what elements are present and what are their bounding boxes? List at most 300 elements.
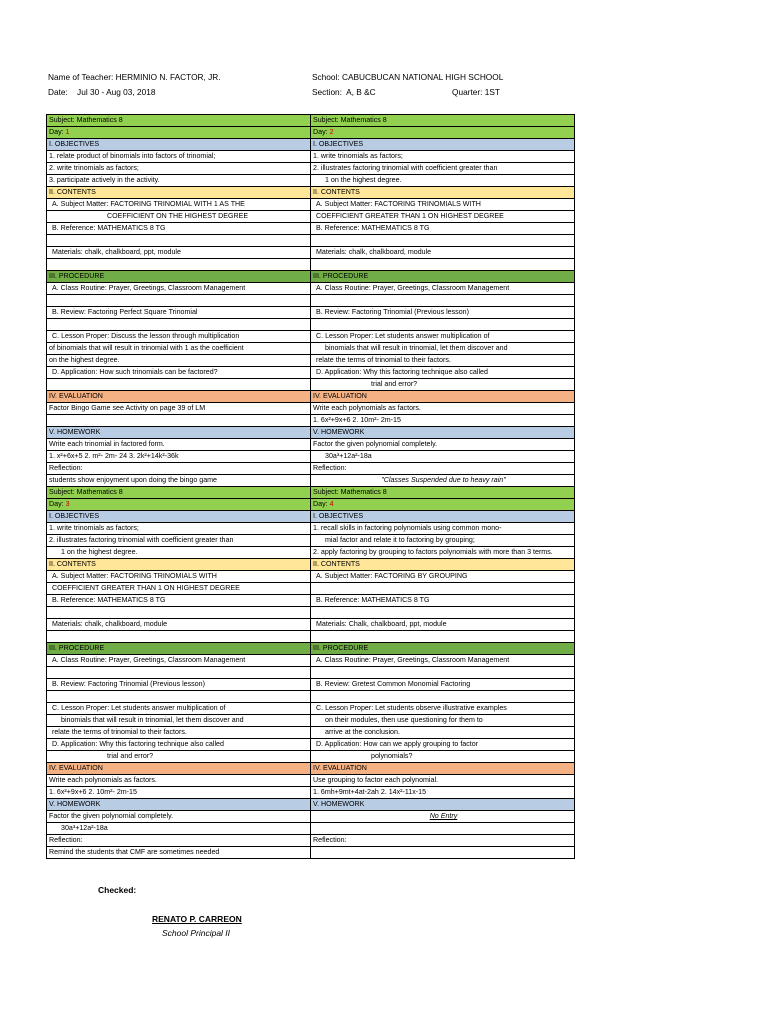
cell-text: Reflection: (313, 464, 347, 472)
cell-text: binomials that will result in trinomial, let them discover and (325, 344, 508, 352)
left-cell (47, 403, 311, 415)
table-row (47, 523, 575, 535)
cell-text: Write each polynomials as factors. (49, 776, 157, 784)
cell-text: Factor the given polynomial completely. (313, 440, 438, 448)
right-cell (311, 499, 575, 511)
right-cell (311, 439, 575, 451)
right-cell (311, 655, 575, 667)
left-cell (47, 583, 311, 595)
cell-text: relate the terms of trinomial to their factors. (52, 728, 187, 736)
right-cell (311, 511, 575, 523)
cell-text: D. Application: How such trinomials can be factored? (52, 368, 218, 376)
right-cell (311, 739, 575, 751)
right-cell (311, 631, 575, 643)
right-cell (311, 571, 575, 583)
day-number: 4 (329, 500, 334, 508)
right-cell (311, 163, 575, 175)
right-cell (311, 475, 575, 487)
cell-text: 2. illustrates factoring trinomial with coefficient greater than (49, 536, 234, 544)
left-cell (47, 559, 311, 571)
cell-text: D. Application: Why this factoring technique also called (52, 740, 224, 748)
left-cell (47, 259, 311, 271)
table-row (47, 247, 575, 259)
left-cell (47, 235, 311, 247)
cell-text: II. CONTENTS (49, 188, 96, 196)
table-row (47, 163, 575, 175)
cell-text: on their modules, then use questioning for them to (325, 716, 483, 724)
table-row (47, 427, 575, 439)
table-row (47, 127, 575, 139)
lesson-log-table (46, 114, 575, 859)
cell-text: C. Lesson Proper: Let students observe illustrative examples (316, 704, 507, 712)
left-cell (47, 295, 311, 307)
cell-text: Day: (313, 500, 330, 508)
cell-text: A. Class Routine: Prayer, Greetings, Classroom Management (316, 284, 510, 292)
left-cell (47, 487, 311, 499)
left-cell (47, 427, 311, 439)
cell-text: V. HOMEWORK (313, 800, 365, 808)
table-row (47, 535, 575, 547)
table-row (47, 619, 575, 631)
table-row (47, 211, 575, 223)
cell-text: trial and error? (371, 380, 418, 388)
right-cell (311, 835, 575, 847)
left-cell (47, 451, 311, 463)
cell-text: of binomials that will result in trinomial with 1 as the coefficient (49, 344, 244, 352)
right-cell (311, 247, 575, 259)
right-cell (311, 403, 575, 415)
left-cell (47, 691, 311, 703)
cell-text: 3. participate actively in the activity. (49, 176, 160, 184)
table-row (47, 763, 575, 775)
right-cell (311, 703, 575, 715)
cell-text: binomials that will result in trinomial, let them discover and (61, 716, 244, 724)
table-row (47, 727, 575, 739)
left-cell (47, 379, 311, 391)
cell-text: B. Review: Gretest Common Monomial Factoring (316, 680, 471, 688)
cell-text: III. PROCEDURE (49, 272, 105, 280)
right-cell (311, 415, 575, 427)
cell-text: A. Class Routine: Prayer, Greetings, Classroom Management (52, 656, 246, 664)
left-cell (47, 163, 311, 175)
right-cell (311, 127, 575, 139)
cell-text: III. PROCEDURE (49, 644, 105, 652)
table-row (47, 547, 575, 559)
left-cell (47, 499, 311, 511)
left-cell (47, 763, 311, 775)
right-cell (311, 367, 575, 379)
table-row (47, 607, 575, 619)
cell-text: 1. recall skills in factoring polynomials using common mono- (313, 524, 502, 532)
right-cell (311, 379, 575, 391)
table-row (47, 187, 575, 199)
cell-text: 30a³+12a²-18a (61, 824, 108, 832)
left-cell (47, 115, 311, 127)
cell-text: I. OBJECTIVES (313, 140, 364, 148)
cell-text: Factor Bingo Game see Activity on page 39 of LM (49, 404, 206, 412)
cell-text: students show enjoyment upon doing the bingo game (49, 476, 218, 484)
table-row (47, 643, 575, 655)
right-cell (311, 463, 575, 475)
cell-text: A. Subject Matter: FACTORING BY GROUPING (316, 572, 468, 580)
right-cell (311, 151, 575, 163)
cell-text: C. Lesson Proper: Let students answer multiplication of (52, 704, 226, 712)
table-row (47, 847, 575, 859)
right-cell (311, 751, 575, 763)
table-row (47, 379, 575, 391)
left-cell (47, 799, 311, 811)
cell-text: 1. write trinomials as factors; (49, 524, 139, 532)
table-row (47, 391, 575, 403)
left-cell (47, 727, 311, 739)
checked-label: Checked: (98, 885, 137, 895)
left-cell (47, 187, 311, 199)
cell-text: Materials: chalk, chalkboard, module (316, 248, 432, 256)
right-cell (311, 523, 575, 535)
left-cell (47, 127, 311, 139)
right-cell (311, 847, 575, 859)
cell-text: Subject: Mathematics 8 (313, 116, 387, 124)
table-row (47, 667, 575, 679)
cell-text: polynomials? (371, 752, 413, 760)
cell-text: 1. relate product of binomials into factors of trinomial; (49, 152, 216, 160)
table-row (47, 283, 575, 295)
table-row (47, 415, 575, 427)
left-cell (47, 511, 311, 523)
right-cell (311, 451, 575, 463)
cell-text: II. CONTENTS (313, 560, 360, 568)
left-cell (47, 331, 311, 343)
cell-text: Reflection: (49, 464, 83, 472)
right-cell (311, 811, 575, 823)
left-cell (47, 595, 311, 607)
table-row (47, 715, 575, 727)
cell-text: D. Application: How can we apply grouping to factor (316, 740, 479, 748)
table-row (47, 631, 575, 643)
cell-text: mial factor and relate it to factoring by grouping; (325, 536, 475, 544)
cell-text: IV. EVALUATION (313, 392, 367, 400)
table-row (47, 499, 575, 511)
school-name: School: CABUCBUCAN NATIONAL HIGH SCHOOL (312, 72, 504, 82)
table-row (47, 307, 575, 319)
cell-text: Materials: chalk, chalkboard, ppt, module (52, 248, 181, 256)
cell-text: 2. write trinomials as factors; (49, 164, 139, 172)
table-row (47, 115, 575, 127)
left-cell (47, 307, 311, 319)
cell-text: Day: (313, 128, 330, 136)
cell-text: 2. apply factoring by grouping to factors polynomials with more than 3 terms. (313, 548, 553, 556)
left-cell (47, 787, 311, 799)
cell-text: Factor the given polynomial completely. (49, 812, 174, 820)
left-cell (47, 283, 311, 295)
cell-text: B. Review: Factoring Trinomial (Previous lesson) (52, 680, 205, 688)
table-row (47, 451, 575, 463)
teacher-name: Name of Teacher: HERMINIO N. FACTOR, JR. (48, 72, 221, 82)
cell-text: Reflection: (313, 836, 347, 844)
cell-text: on the highest degree. (49, 356, 120, 364)
cell-text: A. Class Routine: Prayer, Greetings, Classroom Management (316, 656, 510, 664)
left-cell (47, 547, 311, 559)
cell-text: A. Subject Matter: FACTORING TRINOMIAL WITH 1 AS THE (52, 200, 245, 208)
right-cell (311, 343, 575, 355)
cell-text: relate the terms of trinomial to their factors. (316, 356, 451, 364)
cell-text: B. Review: Factoring Trinomial (Previous lesson) (316, 308, 469, 316)
left-cell (47, 343, 311, 355)
table-row (47, 235, 575, 247)
table-row (47, 151, 575, 163)
table-row (47, 223, 575, 235)
cell-text: Write each polynomials as factors. (313, 404, 421, 412)
section: Section: A, B &C (312, 87, 376, 97)
right-cell (311, 763, 575, 775)
right-cell (311, 319, 575, 331)
left-cell (47, 775, 311, 787)
cell-text: Subject: Mathematics 8 (313, 488, 387, 496)
left-cell (47, 139, 311, 151)
cell-text: IV. EVALUATION (49, 392, 103, 400)
right-cell (311, 727, 575, 739)
left-cell (47, 847, 311, 859)
day-number: 3 (65, 500, 70, 508)
cell-text: Day: (49, 500, 66, 508)
cell-text: IV. EVALUATION (49, 764, 103, 772)
table-row (47, 823, 575, 835)
cell-text: Day: (49, 128, 66, 136)
left-cell (47, 823, 311, 835)
right-cell (311, 391, 575, 403)
cell-text: B. Reference: MATHEMATICS 8 TG (52, 596, 166, 604)
right-cell (311, 667, 575, 679)
cell-text: B. Review: Factoring Perfect Square Trinomial (52, 308, 198, 316)
cell-text: B. Reference: MATHEMATICS 8 TG (52, 224, 166, 232)
cell-text: COEFFICIENT ON THE HIGHEST DEGREE (107, 212, 249, 220)
table-row (47, 559, 575, 571)
right-cell (311, 187, 575, 199)
table-row (47, 463, 575, 475)
left-cell (47, 631, 311, 643)
cell-text: A. Subject Matter: FACTORING TRINOMIALS WITH (52, 572, 217, 580)
table-row (47, 595, 575, 607)
right-cell (311, 115, 575, 127)
cell-text: 1. 6mh+9mt+4at-2ah 2. 14x²-11x-15 (313, 788, 427, 796)
cell-text: 1. x²+6x+5 2. m²- 2m- 24 3. 2k²+14k²-36k (49, 452, 179, 460)
table-row (47, 787, 575, 799)
principal-title: School Principal II (162, 928, 231, 938)
cell-text: "Classes Suspended due to heavy rain" (381, 476, 506, 484)
left-cell (47, 679, 311, 691)
right-cell (311, 775, 575, 787)
table-row (47, 331, 575, 343)
cell-text: III. PROCEDURE (313, 272, 369, 280)
left-cell (47, 535, 311, 547)
cell-text: 1 on the highest degree. (61, 548, 138, 556)
right-cell (311, 691, 575, 703)
cell-text: A. Class Routine: Prayer, Greetings, Classroom Management (52, 284, 246, 292)
table-row (47, 511, 575, 523)
cell-text: COEFFICIENT GREATER THAN 1 ON HIGHEST DEGREE (316, 212, 504, 220)
right-cell (311, 259, 575, 271)
cell-text: B. Reference: MATHEMATICS 8 TG (316, 596, 430, 604)
table-row (47, 703, 575, 715)
table-row (47, 403, 575, 415)
table-row (47, 319, 575, 331)
left-cell (47, 811, 311, 823)
table-row (47, 367, 575, 379)
cell-text: 30a³+12a²-18a (325, 452, 372, 460)
cell-text: I. OBJECTIVES (313, 512, 364, 520)
left-cell (47, 667, 311, 679)
right-cell (311, 283, 575, 295)
cell-text: 1. 6x²+9x+6 2. 10m²- 2m-15 (49, 788, 137, 796)
table-row (47, 355, 575, 367)
left-cell (47, 439, 311, 451)
table-row (47, 655, 575, 667)
cell-text: arrive at the conclusion. (325, 728, 400, 736)
quarter: Quarter: 1ST (452, 87, 500, 97)
left-cell (47, 319, 311, 331)
table-row (47, 295, 575, 307)
lesson-log-body (47, 115, 575, 859)
left-cell (47, 703, 311, 715)
table-row (47, 199, 575, 211)
right-cell (311, 643, 575, 655)
cell-text: I. OBJECTIVES (49, 140, 100, 148)
table-row (47, 343, 575, 355)
cell-text: V. HOMEWORK (313, 428, 365, 436)
right-cell (311, 139, 575, 151)
cell-text: 1 on the highest degree. (325, 176, 402, 184)
right-cell (311, 355, 575, 367)
table-row (47, 811, 575, 823)
table-row (47, 751, 575, 763)
left-cell (47, 247, 311, 259)
right-cell (311, 787, 575, 799)
left-cell (47, 355, 311, 367)
cell-text: I. OBJECTIVES (49, 512, 100, 520)
right-cell (311, 595, 575, 607)
left-cell (47, 523, 311, 535)
right-cell (311, 271, 575, 283)
cell-text: No Entry (429, 812, 458, 820)
right-cell (311, 427, 575, 439)
right-cell (311, 823, 575, 835)
right-cell (311, 607, 575, 619)
right-cell (311, 307, 575, 319)
table-row (47, 487, 575, 499)
day-number: 2 (329, 128, 334, 136)
left-cell (47, 175, 311, 187)
day-number: 1 (65, 128, 70, 136)
right-cell (311, 559, 575, 571)
left-cell (47, 655, 311, 667)
right-cell (311, 583, 575, 595)
cell-text: II. CONTENTS (313, 188, 360, 196)
table-row (47, 583, 575, 595)
right-cell (311, 331, 575, 343)
cell-text: 1. 6x²+9x+6 2. 10m²- 2m-15 (313, 416, 401, 424)
left-cell (47, 151, 311, 163)
right-cell (311, 223, 575, 235)
left-cell (47, 835, 311, 847)
table-row (47, 139, 575, 151)
cell-text: Materials: chalk, chalkboard, module (52, 620, 168, 628)
right-cell (311, 799, 575, 811)
cell-text: Subject: Mathematics 8 (49, 116, 123, 124)
right-cell (311, 175, 575, 187)
cell-text: Use grouping to factor each polynomial. (313, 776, 438, 784)
right-cell (311, 235, 575, 247)
left-cell (47, 391, 311, 403)
table-row (47, 679, 575, 691)
left-cell (47, 199, 311, 211)
left-cell (47, 211, 311, 223)
table-row (47, 475, 575, 487)
cell-text: V. HOMEWORK (49, 428, 101, 436)
cell-text: II. CONTENTS (49, 560, 96, 568)
right-cell (311, 535, 575, 547)
table-row (47, 439, 575, 451)
table-row (47, 799, 575, 811)
left-cell (47, 571, 311, 583)
left-cell (47, 475, 311, 487)
cell-text: Subject: Mathematics 8 (49, 488, 123, 496)
left-cell (47, 367, 311, 379)
left-cell (47, 751, 311, 763)
right-cell (311, 295, 575, 307)
cell-text: COEFFICIENT GREATER THAN 1 ON HIGHEST DEGREE (52, 584, 240, 592)
cell-text: III. PROCEDURE (313, 644, 369, 652)
table-row (47, 271, 575, 283)
cell-text: Materials: Chalk, chalkboard, ppt, module (316, 620, 447, 628)
cell-text: C. Lesson Proper: Let students answer multiplication of (316, 332, 490, 340)
cell-text: Write each trinomial in factored form. (49, 440, 165, 448)
right-cell (311, 487, 575, 499)
cell-text: Remind the students that CMF are sometimes needed (49, 848, 220, 856)
lesson-date: Date: Jul 30 - Aug 03, 2018 (48, 87, 156, 97)
table-row (47, 739, 575, 751)
table-row (47, 835, 575, 847)
table-row (47, 571, 575, 583)
left-cell (47, 223, 311, 235)
left-cell (47, 271, 311, 283)
right-cell (311, 199, 575, 211)
cell-text: D. Application: Why this factoring technique also called (316, 368, 488, 376)
right-cell (311, 547, 575, 559)
table-row (47, 175, 575, 187)
right-cell (311, 679, 575, 691)
principal-name: RENATO P. CARREON (152, 914, 242, 924)
cell-text: B. Reference: MATHEMATICS 8 TG (316, 224, 430, 232)
cell-text: V. HOMEWORK (49, 800, 101, 808)
cell-text: A. Subject Matter: FACTORING TRINOMIALS WITH (316, 200, 481, 208)
cell-text: IV. EVALUATION (313, 764, 367, 772)
left-cell (47, 643, 311, 655)
left-cell (47, 739, 311, 751)
left-cell (47, 715, 311, 727)
cell-text: Reflection: (49, 836, 83, 844)
cell-text: 1. write trinomials as factors; (313, 152, 403, 160)
table-row (47, 691, 575, 703)
right-cell (311, 619, 575, 631)
cell-text: trial and error? (107, 752, 154, 760)
left-cell (47, 607, 311, 619)
left-cell (47, 415, 311, 427)
right-cell (311, 715, 575, 727)
right-cell (311, 211, 575, 223)
table-row (47, 259, 575, 271)
left-cell (47, 463, 311, 475)
left-cell (47, 619, 311, 631)
